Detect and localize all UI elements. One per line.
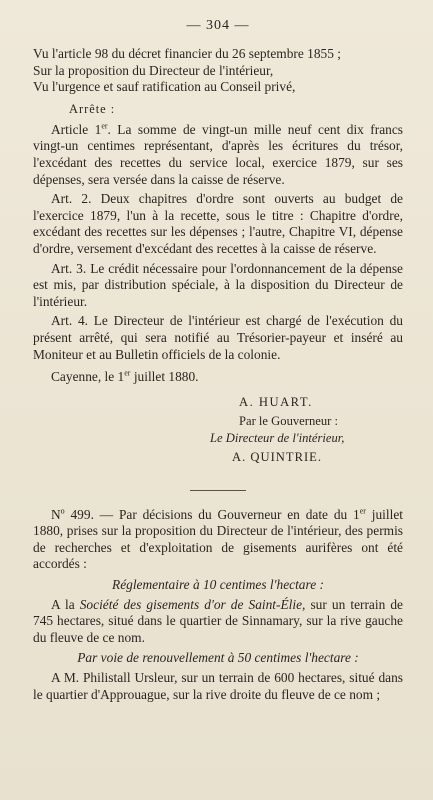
entry-1: A la Société des gisements d'or de Saint-Élie, sur un terrain de 745 hectares, situé dans le quartier de Sinnamary, sur la rive gauche du fleuve de ce nom. bbox=[33, 596, 403, 645]
arrete-heading: Arrête : bbox=[69, 101, 116, 116]
entry-2: A M. Philistall Ursleur, sur un terrain de 600 hectares, situé dans le quartier d'Approuague, sur la rive droite du fleuve de ce nom ; bbox=[33, 670, 403, 702]
decision-499: $N^o$ 499. — Par décisions du Gouverneur en date du 1er juillet 1880, prises sur la proposition du Directeur de l'intérieur, des permis de recherches et d'exploitation de gisements aurifères ont été accordés : bbox=[33, 506, 403, 572]
date-line: Cayenne, le 1er juillet 1880. bbox=[51, 368, 199, 385]
separator-rule bbox=[190, 490, 246, 491]
article-2: Art. 2. Deux chapitres d'ordre sont ouverts au budget de l'exercice 1879, l'un à la recette, sous le titre : Chapitre d'ordre, excédant des recettes sur les dépenses ; l'autre, Chapitre VI, dépense d'ordre, versement d'excédant des recettes à la caisse de réserve. bbox=[33, 191, 403, 256]
preamble-line-3: Vu l'urgence et sauf ratification au Conseil privé, bbox=[33, 79, 296, 95]
article-4: Art. 4. Le Directeur de l'intérieur est chargé de l'exécution du présent arrêté, qui sera notifié au Trésorier-payeur et inséré au Moniteur et au Bulletin officiels de la colonie. bbox=[33, 313, 403, 362]
page-number: — 304 — bbox=[186, 18, 250, 33]
article-1: Article 1er. La somme de vingt-un mille neuf cent dix francs vingt-un centimes représentant, d'après les écritures du trésor, l'excédant des recettes du service local, exercice 1879, sur ses dépenses, sera versée dans la caisse de réserve. bbox=[33, 121, 403, 187]
preamble-line-1: Vu l'article 98 du décret financier du 26 septembre 1855 ; bbox=[33, 46, 341, 61]
subheading-2: Par voie de renouvellement à 50 centimes l'hectare : bbox=[77, 650, 359, 666]
by-governor: Par le Gouverneur : bbox=[239, 413, 338, 428]
director-title: Le Directeur de l'intérieur, bbox=[210, 430, 345, 445]
director-name: A. QUINTRIE. bbox=[232, 449, 322, 464]
signatory-name: A. HUART. bbox=[239, 394, 313, 409]
preamble-line-2: Sur la proposition du Directeur de l'intérieur, bbox=[33, 62, 274, 78]
article-3: Art. 3. Le crédit nécessaire pour l'ordonnancement de la dépense est mis, par distribution spéciale, à la disposition du Directeur de l'intérieur. bbox=[33, 260, 403, 309]
subheading-1: Réglementaire à 10 centimes l'hectare : bbox=[112, 577, 324, 593]
